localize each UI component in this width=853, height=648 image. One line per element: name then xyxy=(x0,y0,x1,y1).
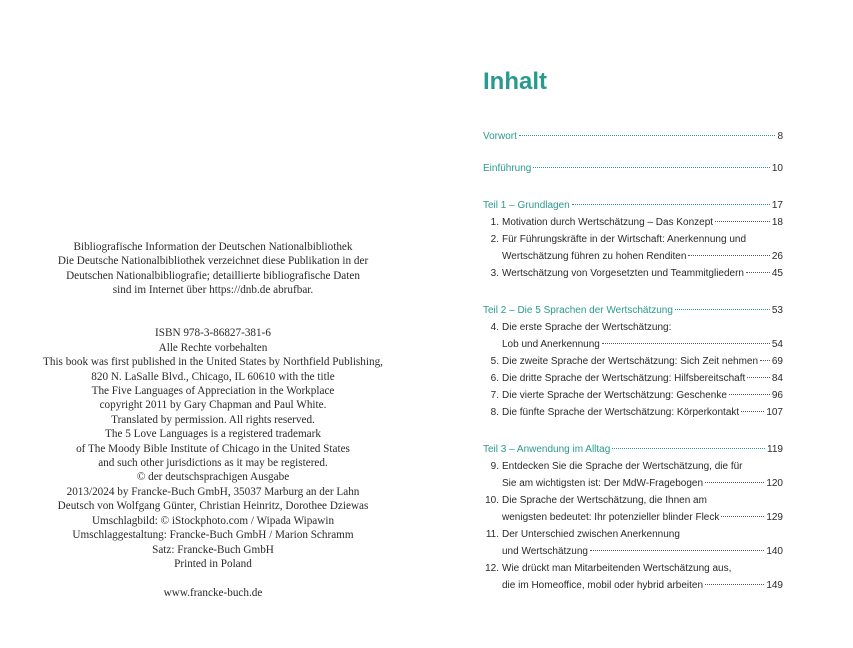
imprint-line: 820 N. LaSalle Blvd., Chicago, IL 60610 with the title xyxy=(91,370,335,383)
toc-entry-continuation[interactable] xyxy=(483,336,783,353)
toc-leader-dots xyxy=(612,448,765,449)
toc-entry-number: 1. xyxy=(490,217,499,228)
toc-entry[interactable] xyxy=(483,458,783,475)
toc-entry-title: Die erste Sprache der Wertschätzung: xyxy=(502,322,672,333)
toc-part-3[interactable] xyxy=(483,441,783,458)
toc-entry-page: 107 xyxy=(766,407,783,418)
toc-entry-page: 149 xyxy=(766,580,783,591)
toc-entry-continuation[interactable] xyxy=(483,543,783,560)
imprint-line: This book was first published in the United States by Northfield Publishing, xyxy=(43,356,383,369)
toc-leader-dots xyxy=(602,343,770,344)
toc-entry-number: 9. xyxy=(490,461,499,472)
toc-leader-dots xyxy=(746,272,770,273)
toc-entry-continuation[interactable] xyxy=(483,475,783,492)
imprint-line: and such other jurisdictions as it may be registered. xyxy=(98,457,328,470)
toc-entry[interactable] xyxy=(483,214,783,231)
toc-entry-page: 18 xyxy=(771,217,783,228)
imprint-line: Bibliografische Information der Deutschen Nationalbibliothek xyxy=(73,241,353,253)
imprint-line: 2013/2024 by Francke-Buch GmbH, 35037 Marburg an der Lahn xyxy=(66,485,360,498)
toc-entry-title: Teil 1 – Grundlagen xyxy=(483,200,570,211)
toc-entry-title: Entdecken Sie die Sprache der Wertschätzung, die für xyxy=(502,461,743,472)
toc-entry-title: Die vierte Sprache der Wertschätzung: Geschenke xyxy=(502,390,727,401)
toc-entry-page: 129 xyxy=(766,512,783,523)
toc-entry-title: Motivation durch Wertschätzung – Das Konzept xyxy=(502,217,714,228)
toc-entry-title: Wertschätzung führen zu hohen Renditen xyxy=(502,251,687,262)
imprint-line: The Five Languages of Appreciation in the Workplace xyxy=(91,385,335,398)
toc-leader-dots xyxy=(715,221,770,222)
toc-entry-page: 10 xyxy=(771,163,783,174)
toc-entry-page: 45 xyxy=(771,268,783,279)
toc-entry-title: Wie drückt man Mitarbeitenden Wertschätzung aus, xyxy=(502,563,732,574)
toc-entry-title: Teil 2 – Die 5 Sprachen der Wertschätzung xyxy=(483,305,673,316)
imprint-line: Printed in Poland xyxy=(174,557,252,570)
imprint-line: of The Moody Bible Institute of Chicago in the United States xyxy=(76,442,350,455)
toc-entry-number: 5. xyxy=(490,356,499,367)
toc-entry-number: 3. xyxy=(490,268,499,279)
toc-entry[interactable] xyxy=(483,492,783,509)
toc-entry-title: Die fünfte Sprache der Wertschätzung: Körperkontakt xyxy=(502,407,740,418)
toc-entry-number: 10. xyxy=(485,495,499,506)
toc-entry-continuation[interactable] xyxy=(483,248,783,265)
page-title: Inhalt xyxy=(483,68,547,95)
toc-entry-page: 96 xyxy=(771,390,783,401)
toc-entry-number: 7. xyxy=(490,390,499,401)
toc-leader-dots xyxy=(688,255,769,256)
toc-entry-number: 8. xyxy=(490,407,499,418)
toc-part-1[interactable] xyxy=(483,197,783,214)
toc-entry-title: Der Unterschied zwischen Anerkennung xyxy=(502,529,680,540)
imprint-line: sind im Internet über https://dnb.de abrufbar. xyxy=(112,284,314,297)
toc-entry-page: 53 xyxy=(771,305,783,316)
toc-leader-dots xyxy=(519,135,776,136)
table-of-contents xyxy=(483,128,783,594)
toc-entry[interactable] xyxy=(483,560,783,577)
toc-leader-dots xyxy=(572,204,770,205)
toc-leader-dots xyxy=(590,550,764,551)
toc-entry-page: 69 xyxy=(771,356,783,367)
toc-entry-number: 2. xyxy=(490,234,499,245)
imprint-line: The 5 Love Languages is a registered trademark xyxy=(105,428,321,441)
toc-entry-title: Wertschätzung von Vorgesetzten und Teammitgliedern xyxy=(502,268,744,279)
imprint-line: Deutsch von Wolfgang Günter, Christian Heinritz, Dorothee Dziewas xyxy=(57,500,369,513)
toc-leader-dots xyxy=(741,411,764,412)
toc-leader-dots xyxy=(747,377,770,378)
toc-entry-continuation[interactable] xyxy=(483,577,783,594)
toc-entry-page: 120 xyxy=(766,478,783,489)
toc-entry-title: Einführung xyxy=(483,163,532,174)
toc-part-2[interactable] xyxy=(483,302,783,319)
toc-entry-continuation[interactable] xyxy=(483,509,783,526)
toc-entry[interactable] xyxy=(483,370,783,387)
imprint-line: Satz: Francke-Buch GmbH xyxy=(152,543,274,556)
toc-entry-title: Teil 3 – Anwendung im Alltag xyxy=(483,444,611,455)
imprint-page xyxy=(0,240,426,600)
imprint-line: Umschlagbild: © iStockphoto.com / Wipada Wipawin xyxy=(91,514,335,527)
toc-entry-page: 26 xyxy=(771,251,783,262)
toc-entry[interactable] xyxy=(483,353,783,370)
toc-entry-page: 8 xyxy=(777,131,783,142)
toc-entry-page: 84 xyxy=(771,373,783,384)
toc-entry-page: 17 xyxy=(771,200,783,211)
toc-leader-dots xyxy=(729,394,770,395)
imprint-line: © der deutschsprachigen Ausgabe xyxy=(136,471,290,484)
toc-vorwort[interactable] xyxy=(483,128,783,145)
toc-entry-title: und Wertschätzung xyxy=(502,546,588,557)
toc-entry-page: 54 xyxy=(771,339,783,350)
toc-entry[interactable] xyxy=(483,319,783,336)
toc-entry-number: 11. xyxy=(485,529,499,540)
imprint-line: Translated by permission. All rights reserved. xyxy=(111,413,315,426)
isbn: ISBN 978-3-86827-381-6 xyxy=(155,327,271,340)
toc-entry-title: Lob und Anerkennung xyxy=(502,339,600,350)
toc-entry[interactable] xyxy=(483,404,783,421)
imprint-line: Alle Rechte vorbehalten xyxy=(158,341,268,354)
toc-entry-number: 12. xyxy=(485,563,499,574)
toc-entry-title: Vorwort xyxy=(483,131,517,142)
toc-entry[interactable] xyxy=(483,387,783,404)
imprint-line: copyright 2011 by Gary Chapman and Paul White. xyxy=(99,399,327,412)
toc-entry-number: 4. xyxy=(490,322,499,333)
toc-leader-dots xyxy=(705,482,764,483)
website-link[interactable]: www.francke-buch.de xyxy=(163,586,263,599)
toc-entry-title: Für Führungskräfte in der Wirtschaft: Anerkennung und xyxy=(502,234,747,245)
toc-leader-dots xyxy=(721,516,764,517)
toc-entry-title: Sie am wichtigsten ist: Der MdW-Fragebogen xyxy=(502,478,704,489)
toc-entry-title: Die zweite Sprache der Wertschätzung: Sich Zeit nehmen xyxy=(502,356,759,367)
imprint-line: Deutschen Nationalbibliografie; detaillierte bibliografische Daten xyxy=(66,269,360,282)
toc-leader-dots xyxy=(533,167,770,168)
toc-entry-title: Die Sprache der Wertschätzung, die Ihnen am xyxy=(502,495,707,506)
toc-entry-page: 119 xyxy=(767,444,783,455)
toc-leader-dots xyxy=(760,360,770,361)
toc-entry-title: die im Homeoffice, mobil oder hybrid arbeiten xyxy=(502,580,704,591)
toc-einfuehrung[interactable] xyxy=(483,160,783,177)
imprint-line: Umschlaggestaltung: Francke-Buch GmbH / Marion Schramm xyxy=(72,529,354,542)
imprint-line: Die Deutsche Nationalbibliothek verzeichnet diese Publikation in der xyxy=(57,255,369,268)
toc-entry[interactable] xyxy=(483,526,783,543)
toc-entry-number: 6. xyxy=(490,373,499,384)
toc-entry-title: Die dritte Sprache der Wertschätzung: Hilfsbereitschaft xyxy=(502,373,746,384)
toc-entry[interactable] xyxy=(483,265,783,282)
toc-entry-page: 140 xyxy=(766,546,783,557)
toc-entry[interactable] xyxy=(483,231,783,248)
toc-leader-dots xyxy=(675,309,770,310)
toc-leader-dots xyxy=(705,584,764,585)
toc-entry-title: wenigsten bedeutet: Ihr potenzieller blinder Fleck xyxy=(502,512,720,523)
